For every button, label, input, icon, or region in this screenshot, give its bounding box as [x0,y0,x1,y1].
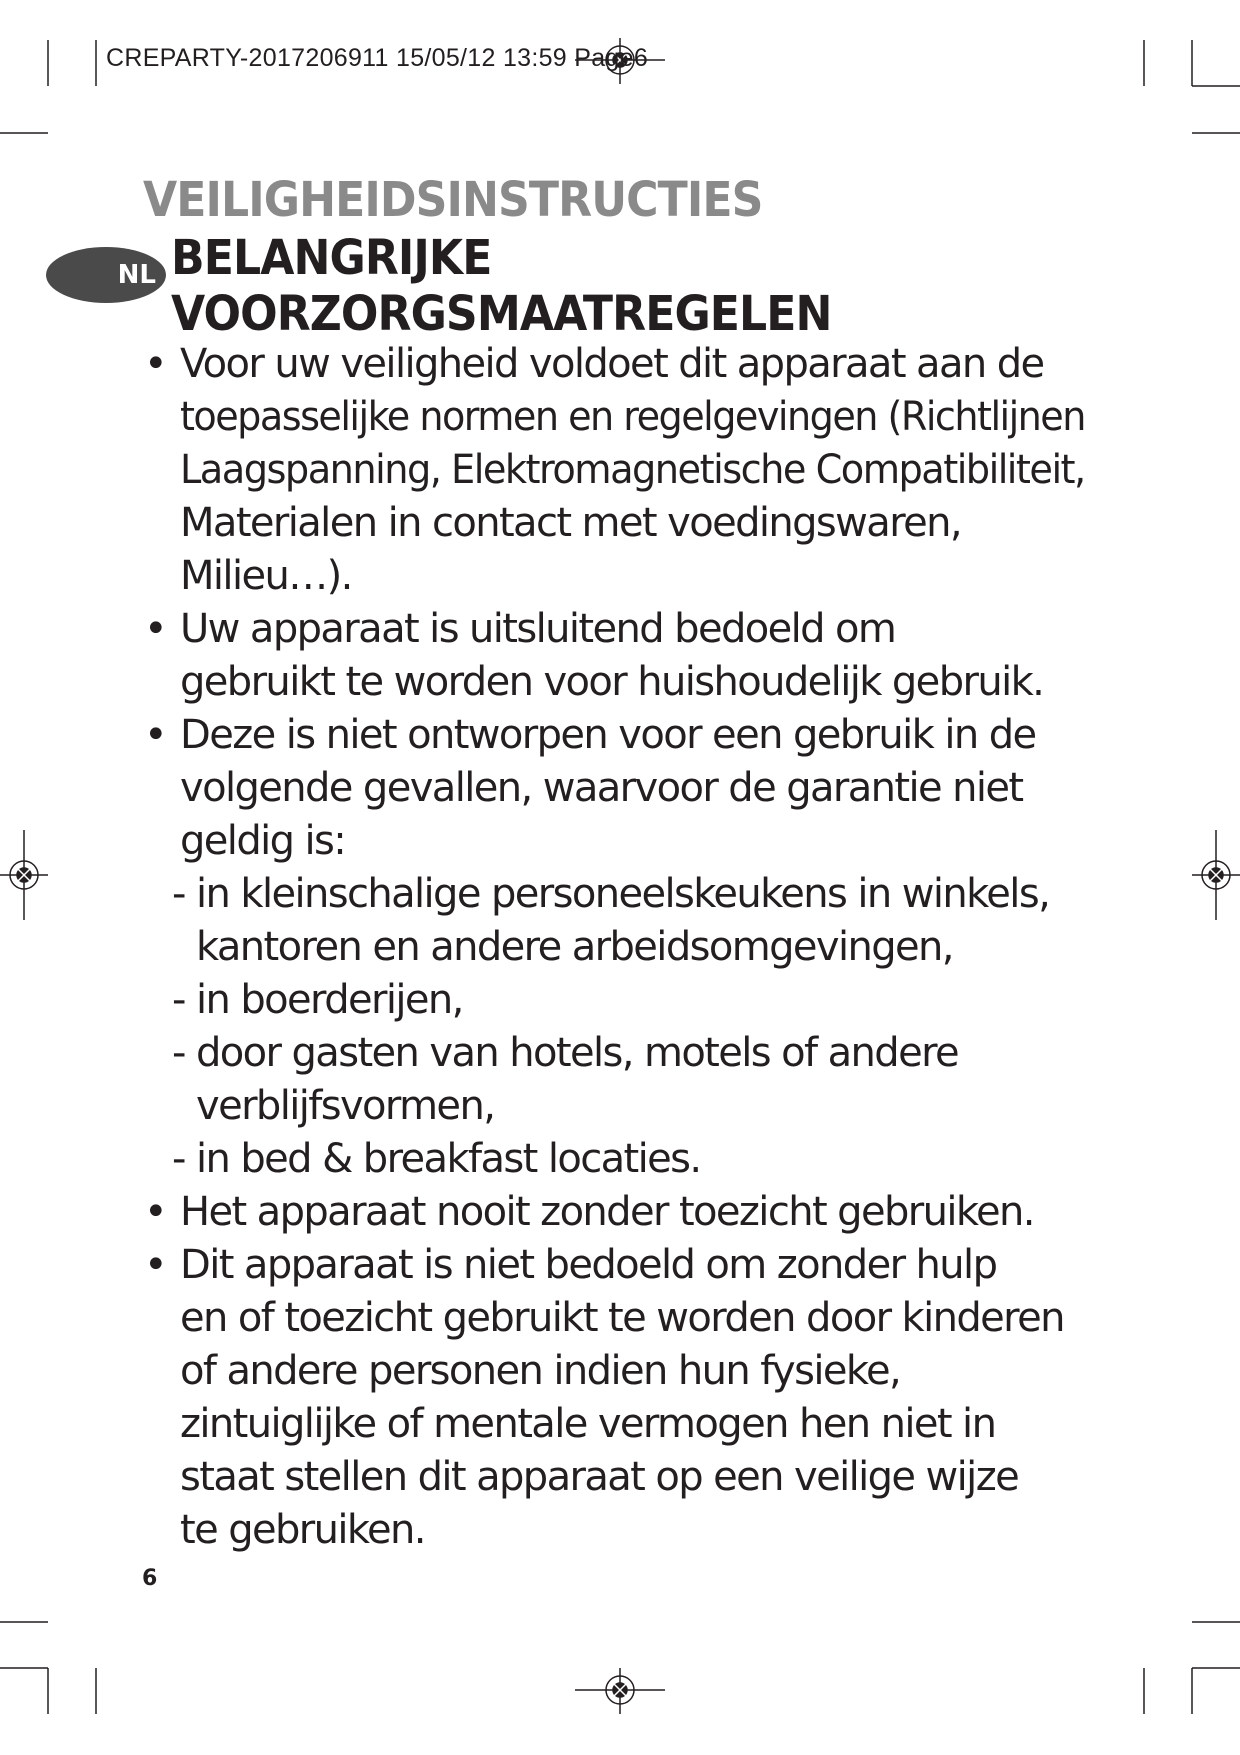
text-line: zintuiglijke of mentale vermogen hen niet in [180,1401,996,1447]
list-item [140,1186,1090,1239]
text-line: in boerderijen, [196,977,463,1023]
page-number: 6 [142,1566,158,1591]
text-line: in kleinschalige personeelskeukens in winkels, [196,871,1050,917]
sub-list-item [140,868,1090,974]
text-line: Het apparaat nooit zonder toezicht gebruiken. [180,1189,1034,1235]
bullet: • [144,712,168,758]
instructions-list [140,338,1090,1557]
text-line: in bed & breakfast locaties. [196,1136,701,1182]
bullet: • [144,341,168,387]
section-subtitle [171,230,832,342]
text-line: staat stellen dit apparaat op een veilige wijze [180,1454,1019,1500]
registration-mark-left [0,830,48,920]
subtitle-line: VOORZORGSMAATREGELEN [171,286,832,342]
text-line: Laagspanning, Elektromagnetische Compatibiliteit, [180,447,1085,493]
list-item [140,338,1090,603]
list-item [140,709,1090,868]
text-line: en of toezicht gebruikt te worden door kinderen [180,1295,1064,1341]
bullet: • [144,606,168,652]
sub-list-item [140,974,1090,1027]
text-line: verblijfsvormen, [196,1083,495,1129]
dash: - [172,1030,187,1076]
language-badge [46,247,166,303]
text-line: te gebruiken. [180,1507,425,1553]
text-line: door gasten van hotels, motels of andere [196,1030,959,1076]
bullet: • [144,1242,168,1288]
print-slug: CREPARTY-2017206911 15/05/12 13:59 Page6 [106,44,649,72]
sub-list-item [140,1027,1090,1133]
text-line: volgende gevallen, waarvoor de garantie niet [180,765,1023,811]
dash: - [172,977,187,1023]
language-badge-label: NL [117,260,156,290]
bullet: • [144,1189,168,1235]
text-line: Milieu…). [180,553,352,599]
registration-mark-bottom [575,1668,665,1714]
text-line: geldig is: [180,818,346,864]
dash: - [172,871,187,917]
text-line: gebruikt te worden voor huishoudelijk gebruik. [180,659,1044,705]
list-item [140,603,1090,709]
registration-mark-right [1192,830,1240,920]
dash: - [172,1136,187,1182]
text-line: Materialen in contact met voedingswaren, [180,500,962,546]
subtitle-line: BELANGRIJKE [171,230,492,286]
text-line: Voor uw veiligheid voldoet dit apparaat aan de [180,341,1044,387]
section-title: VEILIGHEIDSINSTRUCTIES [143,172,763,228]
text-line: Deze is niet ontworpen voor een gebruik in de [180,712,1036,758]
text-line: kantoren en andere arbeidsomgevingen, [196,924,953,970]
text-line: toepasselijke normen en regelgevingen (Richtlijnen [180,394,1085,440]
list-item [140,1239,1090,1557]
sub-list-item [140,1133,1090,1186]
text-line: Dit apparaat is niet bedoeld om zonder hulp [180,1242,997,1288]
text-line: of andere personen indien hun fysieke, [180,1348,901,1394]
text-line: Uw apparaat is uitsluitend bedoeld om [180,606,896,652]
